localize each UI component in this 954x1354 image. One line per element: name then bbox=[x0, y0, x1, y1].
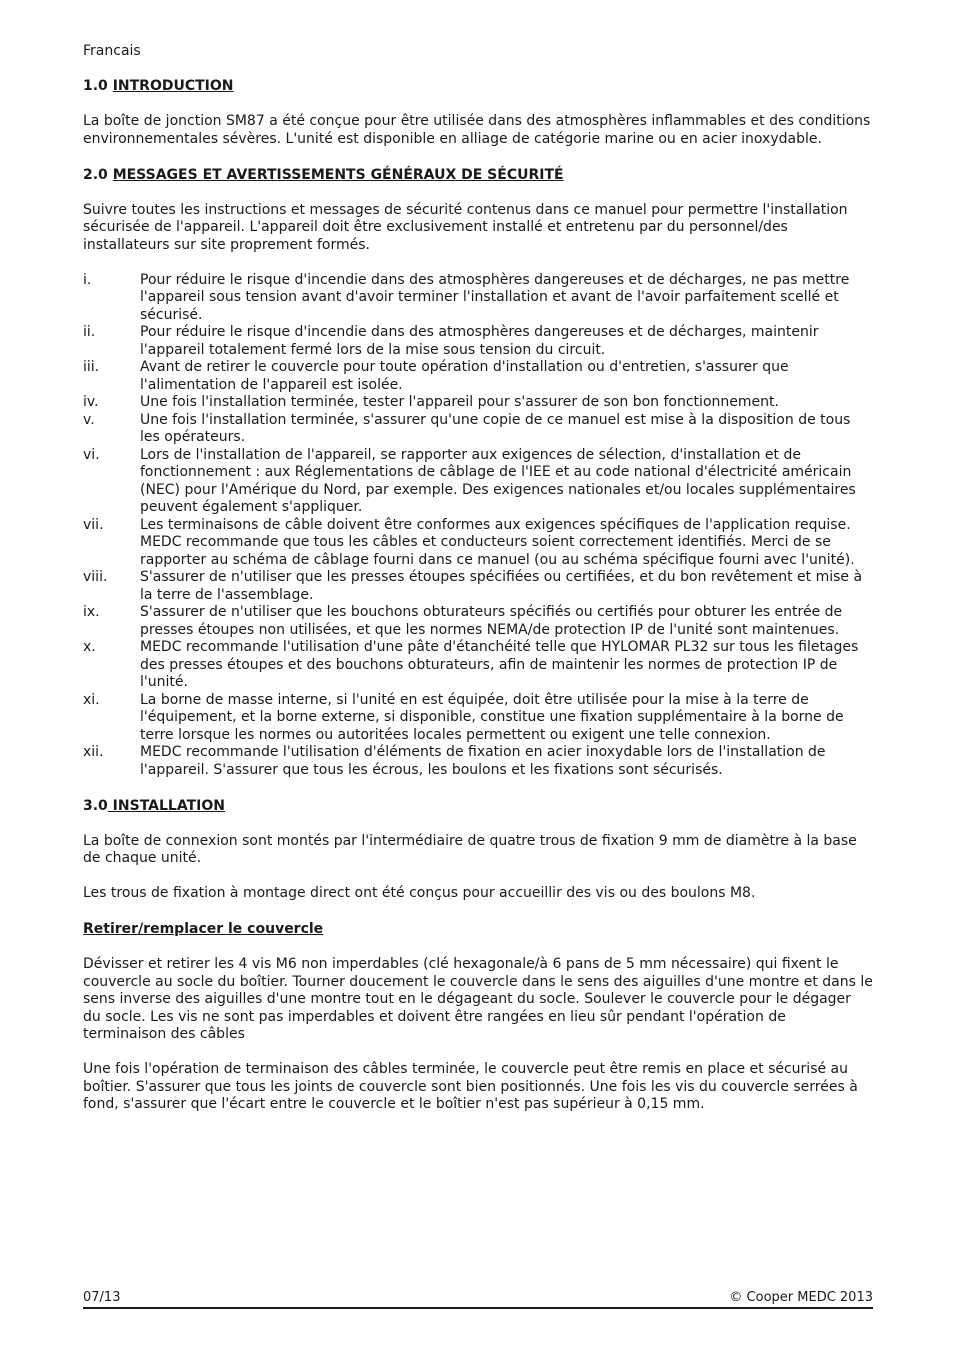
list-item-text: S'assurer de n'utiliser que les bouchons obturateurs spécifiés ou certifiés pour obturer les entrée de presses étoupes non utilisées, et que les normes NEMA/de protection IP de l'unité sont maintenues. bbox=[140, 604, 843, 638]
list-item-text: Une fois l'installation terminée, s'assurer qu'une copie de ce manuel est mise à la disposition de tous les opérateurs. bbox=[140, 411, 851, 445]
section-title: MESSAGES ET AVERTISSEMENTS GÉNÉRAUX DE SÉCURITÉ bbox=[112, 166, 564, 183]
list-item-text: MEDC recommande l'utilisation d'une pâte d'étanchéité telle que HYLOMAR PL32 sur tous les filetages des presses étoupes et des bouchons obturateurs, afin de maintenir les normes de protection IP de l'unité. bbox=[140, 639, 859, 690]
list-item-number: ii. bbox=[83, 324, 96, 340]
list-item bbox=[83, 412, 873, 447]
language-label: Francais bbox=[83, 43, 141, 59]
list-item-text: Pour réduire le risque d'incendie dans des atmosphères dangereuses et de décharges, maintenir l'appareil totalement fermé lors de la mise sous tension du circuit. bbox=[140, 324, 819, 358]
list-item-number: vii. bbox=[83, 516, 104, 533]
list-item-number: viii. bbox=[83, 569, 108, 585]
list-item-text: MEDC recommande l'utilisation d'éléments de fixation en acier inoxydable lors de l'installation de l'appareil. S'assurer que tous les écrous, les boulons et les fixations sont sécurisés. bbox=[140, 744, 826, 778]
section-title: INSTALLATION bbox=[107, 797, 225, 814]
list-item bbox=[83, 692, 873, 745]
cover-removal-text: Dévisser et retirer les 4 vis M6 non imperdables (clé hexagonale/à 6 pans de 5 mm nécessaire) qui fixent le couvercle au socle du boîtier. Tourner doucement le couvercle dans le sens des aiguilles d'une montre et dans le sens inverse des aiguilles d'une montre tout en le dégageant du socle. Soulever le couvercle pour le dégager du socle. Les vis ne sont pas imperdables et doivent être rangées en lieu sûr pendant l'opération de terminaison des câbles bbox=[83, 956, 873, 1042]
list-item-number: vi. bbox=[83, 446, 100, 463]
list-item-number: v. bbox=[83, 411, 95, 428]
section-title: INTRODUCTION bbox=[112, 78, 234, 94]
cover-replacement-text: Une fois l'opération de terminaison des câbles terminée, le couvercle peut être remis en place et sécurisé au boîtier. S'assurer que tous les joints de couvercle sont bien positionnés. Une fois les vis du couvercle serrées à fond, s'assurer que l'écart entre le couvercle et le boîtier n'est pas supérieur à 0,15 mm. bbox=[83, 1061, 858, 1112]
list-item bbox=[83, 639, 873, 692]
safety-list bbox=[83, 272, 873, 780]
introduction-text: La boîte de jonction SM87 a été conçue pour être utilisée dans des atmosphères inflammables et des conditions environnementales sévères. L'unité est disponible en alliage de catégorie marine ou en acier inoxydable. bbox=[83, 113, 871, 147]
installation-text-2: Les trous de fixation à montage direct ont été conçus pour accueillir des vis ou des boulons M8. bbox=[83, 885, 756, 901]
section-heading-installation bbox=[83, 797, 873, 815]
list-item-number: iv. bbox=[83, 394, 99, 410]
list-item bbox=[83, 604, 873, 639]
list-item-text: Une fois l'installation terminée, tester l'appareil pour s'assurer de son bon fonctionnement. bbox=[140, 394, 779, 410]
list-item-number: i. bbox=[83, 271, 92, 288]
list-item-text: La borne de masse interne, si l'unité en est équipée, doit être utilisée pour la mise à la terre de l'équipement, et la borne externe, si disponible, constitue une fixation supplémentaire à la borne de terre lorsque les normes ou autoritées locales permettent ou exigent une telle connexion. bbox=[140, 691, 844, 743]
footer-copyright: © Cooper MEDC 2013 bbox=[729, 1290, 873, 1305]
list-item bbox=[83, 517, 873, 570]
list-item bbox=[83, 324, 873, 359]
list-item bbox=[83, 569, 873, 604]
list-item bbox=[83, 359, 873, 394]
list-item-number: xi. bbox=[83, 691, 100, 708]
list-item-text: Pour réduire le risque d'incendie dans des atmosphères dangereuses et de décharges, ne pas mettre l'appareil sous tension avant d'avoir terminer l'installation et avant de l'avoir parfaitement scellé et sécurisé. bbox=[140, 271, 850, 323]
footer-date: 07/13 bbox=[83, 1290, 121, 1305]
installation-text-1: La boîte de connexion sont montés par l'intermédiaire de quatre trous de fixation 9 mm de diamètre à la base de chaque unité. bbox=[83, 832, 857, 866]
footer-divider bbox=[83, 1307, 873, 1309]
list-item-text: Avant de retirer le couvercle pour toute opération d'installation ou d'entretien, s'assurer que l'alimentation de l'appareil est isolée. bbox=[140, 359, 789, 393]
list-item-number: iii. bbox=[83, 359, 100, 375]
list-item bbox=[83, 744, 873, 779]
list-item-text: Lors de l'installation de l'appareil, se rapporter aux exigences de sélection, d'installation et de fonctionnement : aux Réglementations de câblage de l'IEE et au code national d'électricité américain (NEC) pour l'Amérique du Nord, par exemple. Des exigences nationales et/ou locales supplémentaires peuvent également s'appliquer. bbox=[140, 446, 856, 515]
list-item bbox=[83, 394, 873, 412]
list-item-number: x. bbox=[83, 639, 96, 655]
section-number: 1.0 bbox=[83, 78, 108, 94]
list-item-number: ix. bbox=[83, 604, 100, 620]
list-item bbox=[83, 447, 873, 517]
list-item-text: S'assurer de n'utiliser que les presses étoupes spécifiées ou certifiées, et du bon revêtement et mise à la terre de l'assemblage. bbox=[140, 569, 863, 603]
document-page bbox=[83, 42, 873, 1131]
list-item bbox=[83, 272, 873, 325]
section-number: 3.0 bbox=[83, 797, 108, 814]
safety-intro-text: Suivre toutes les instructions et messages de sécurité contenus dans ce manuel pour permettre l'installation sécurisée de l'appareil. L'appareil doit être exclusivement installé et entretenu par du personnel/des installateurs sur site proprement formés. bbox=[83, 201, 848, 253]
cover-subheading: Retirer/remplacer le couvercle bbox=[83, 921, 324, 937]
section-heading-introduction bbox=[83, 77, 873, 95]
section-number: 2.0 bbox=[83, 166, 108, 183]
list-item-text: Les terminaisons de câble doivent être conformes aux exigences spécifiques de l'application requise. MEDC recommande que tous les câbles et conducteurs soient correctement identifiés. Merci de se rapporter au schéma de câblage fourni dans ce manuel (ou au schéma spécifique fourni avec l'unité). bbox=[140, 516, 855, 568]
section-heading-safety bbox=[83, 166, 873, 184]
list-item-number: xii. bbox=[83, 744, 104, 760]
